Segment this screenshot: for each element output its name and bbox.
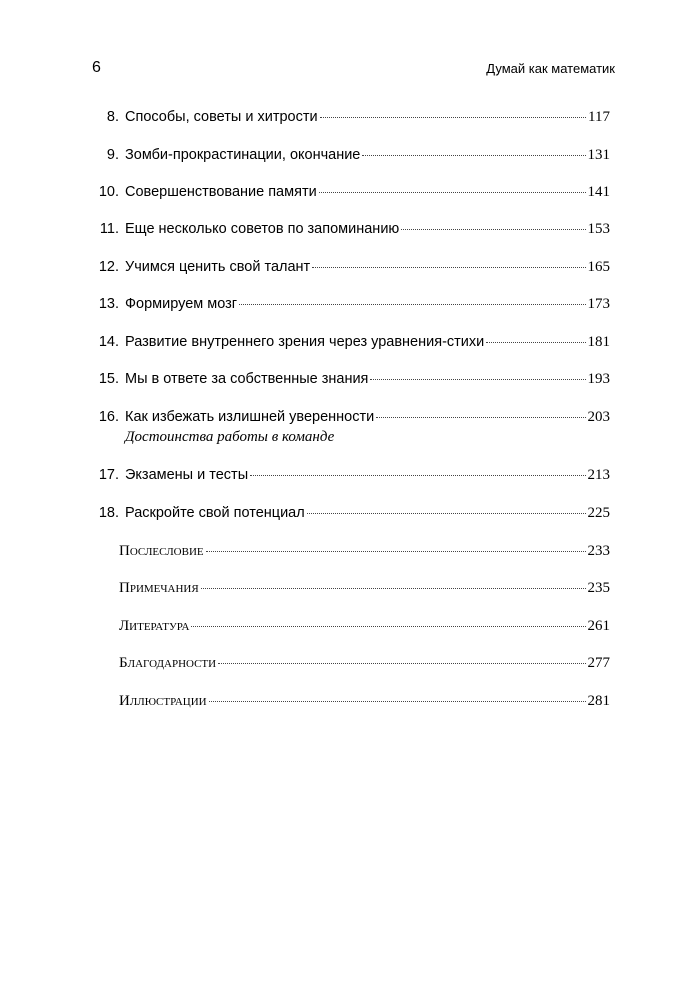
toc-entry-page: 131 xyxy=(587,147,610,163)
toc-entry-page: 203 xyxy=(587,409,610,425)
toc-entry xyxy=(95,146,610,164)
dot-leader xyxy=(206,550,586,552)
toc-entry-title: Совершенствование памяти xyxy=(125,184,317,200)
dot-leader xyxy=(401,228,585,230)
back-matter-entry xyxy=(119,692,610,710)
toc-entry-title: Мы в ответе за собственные знания xyxy=(125,371,369,387)
toc-entry-title: Развитие внутреннего зрения через уравнения-стихи xyxy=(125,334,485,350)
dot-leader xyxy=(362,154,585,156)
back-matter-title: Благодарности xyxy=(119,655,217,671)
toc-entry-number: 18. xyxy=(98,505,119,521)
toc-entry-page: 181 xyxy=(587,334,610,350)
back-matter-entry xyxy=(119,617,610,635)
toc-entry-page: 141 xyxy=(587,184,610,200)
toc-entry-number: 8. xyxy=(106,109,119,125)
back-matter-page: 233 xyxy=(587,543,610,559)
back-matter-title: Иллюстрации xyxy=(119,693,207,709)
back-matter-entry xyxy=(119,579,610,597)
toc-entry-number: 14. xyxy=(98,334,119,350)
toc-entry-number: 17. xyxy=(98,467,119,483)
dot-leader xyxy=(307,512,586,514)
toc-entry-title: Формируем мозг xyxy=(125,296,238,312)
toc-entry-number: 13. xyxy=(98,296,119,312)
toc-entry-title: Раскройте свой потенциал xyxy=(125,505,305,521)
dot-leader xyxy=(239,303,585,305)
toc-entry-page: 225 xyxy=(587,505,610,521)
toc-entry-page: 193 xyxy=(587,371,610,387)
dot-leader xyxy=(319,191,586,193)
toc-entry xyxy=(95,408,610,426)
toc-entry-page: 173 xyxy=(587,296,610,312)
page-number: 6 xyxy=(92,59,101,76)
toc-entry-subtitle: Достоинства работы в команде xyxy=(125,429,335,445)
back-matter-title: Литература xyxy=(119,618,190,634)
toc-entry-page: 165 xyxy=(587,259,610,275)
dot-leader xyxy=(201,587,586,589)
back-matter-page: 261 xyxy=(587,618,610,634)
toc-entry-title: Зомби-прокрастинации, окончание xyxy=(125,147,361,163)
dot-leader xyxy=(320,116,586,118)
toc-entry xyxy=(95,333,610,351)
toc-entry xyxy=(95,183,610,201)
dot-leader xyxy=(376,416,585,418)
back-matter-page: 235 xyxy=(587,580,610,596)
toc-entry xyxy=(95,108,610,126)
toc-entry-number: 9. xyxy=(106,147,119,163)
dot-leader xyxy=(191,625,585,627)
toc-entry xyxy=(95,220,610,238)
toc-entry-title: Способы, советы и хитрости xyxy=(125,109,318,125)
toc-entry-page: 213 xyxy=(587,467,610,483)
back-matter-entry xyxy=(119,542,610,560)
toc-entry xyxy=(95,466,610,484)
toc-entry-title: Экзамены и тесты xyxy=(125,467,249,483)
toc-entry-number: 15. xyxy=(98,371,119,387)
toc-entry-title: Еще несколько советов по запоминанию xyxy=(125,221,400,237)
toc-entry-page: 153 xyxy=(587,221,610,237)
toc-entry-title: Как избежать излишней уверенности xyxy=(125,409,375,425)
dot-leader xyxy=(218,662,585,664)
toc-entry-number: 12. xyxy=(98,259,119,275)
dot-leader xyxy=(486,341,585,343)
dot-leader xyxy=(312,266,585,268)
dot-leader xyxy=(250,474,585,476)
toc-entry-number: 11. xyxy=(99,221,119,237)
back-matter-entry xyxy=(119,654,610,672)
dot-leader xyxy=(209,700,586,702)
back-matter-title: Послесловие xyxy=(119,543,204,559)
back-matter-title: Примечания xyxy=(119,580,199,596)
dot-leader xyxy=(370,378,585,380)
toc-entry xyxy=(95,504,610,522)
running-head: Думай как математик xyxy=(486,61,615,76)
toc-entry-number: 16. xyxy=(98,409,119,425)
toc-entry xyxy=(95,258,610,276)
toc-entry-page: 117 xyxy=(588,109,610,125)
back-matter-page: 277 xyxy=(587,655,610,671)
toc-entry-number: 10. xyxy=(98,184,119,200)
back-matter-page: 281 xyxy=(587,693,610,709)
toc-entry xyxy=(95,370,610,388)
toc-entry xyxy=(95,295,610,313)
toc-entry-title: Учимся ценить свой талант xyxy=(125,259,311,275)
